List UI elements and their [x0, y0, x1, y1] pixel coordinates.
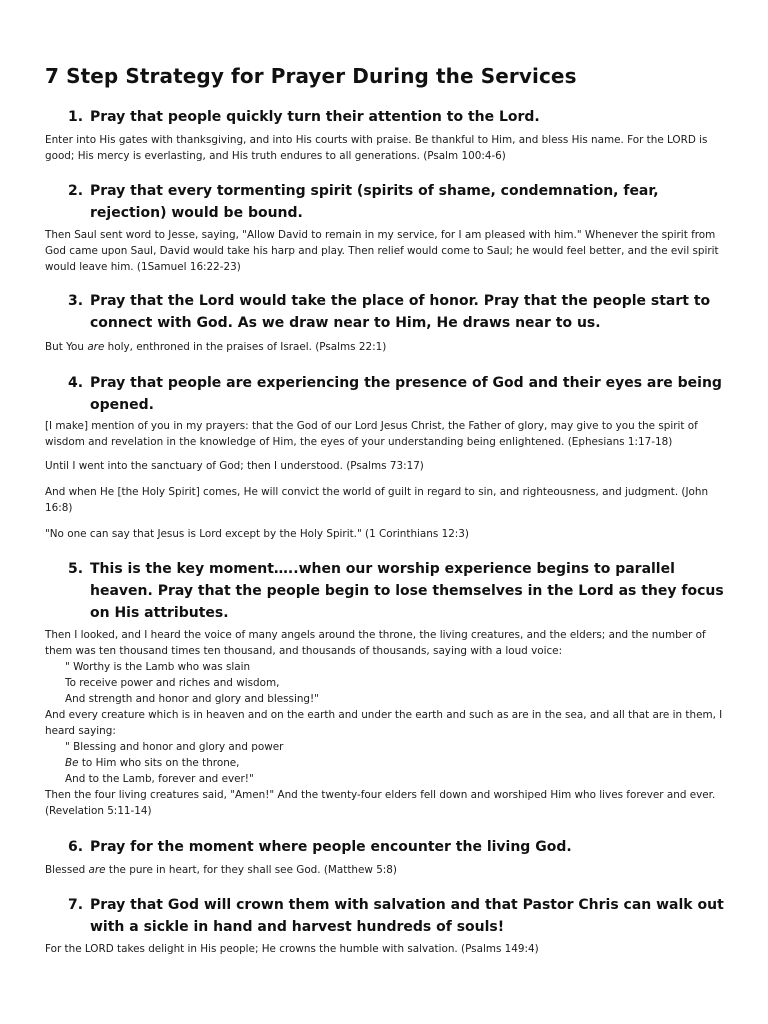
step-text: Pray that the Lord would take the place of honor. Pray that the people start to connect with God. As we draw near to Him, He draws near to us.: [90, 293, 711, 331]
hymn-line: " Worthy is the Lamb who was slain: [65, 661, 251, 673]
hymn-line: [45, 739, 725, 755]
scripture-paragraph: Until I went into the sanctuary of God; then I understood. (Psalms 73:17): [45, 460, 424, 472]
step-5-heading: [68, 558, 736, 624]
scripture-paragraph: And when He [the Holy Spirit] comes, He will convict the world of guilt in regard to sin, and righteousness, and judgment. (John 16:8): [45, 486, 709, 514]
step-1-heading: [68, 106, 736, 128]
step-number: 1.: [68, 109, 84, 125]
verse-text: " Blessing and honor and glory and power: [65, 741, 284, 753]
step-number: 4.: [68, 375, 84, 391]
scripture-paragraph: Enter into His gates with thanksgiving, and into His courts with praise. Be thankful to Him, and bless His name. For the LORD is good; His mercy is everlasting, and His truth endures to all generations. (Psalm 100:4-6): [45, 134, 708, 162]
step-7-heading: [68, 894, 736, 938]
hymn-line: And strength and honor and glory and blessing!": [65, 693, 319, 705]
step-2-heading: [68, 180, 736, 224]
scripture-paragraph: "No one can say that Jesus is Lord except by the Holy Spirit." (1 Corinthians 12:3): [45, 528, 469, 540]
step-text: Pray that people quickly turn their attention to the Lord.: [90, 109, 540, 125]
scripture-paragraph: [I make] mention of you in my prayers: that the God of our Lord Jesus Christ, the Father of glory, may give to you the spirit of wisdom and revelation in the knowledge of Him, the eyes of your understanding being enlightened. (Ephesians 1:17-18): [45, 420, 698, 448]
verse-italic: Be: [65, 757, 79, 769]
scripture-passage: [45, 627, 725, 819]
step-number: 5.: [68, 561, 84, 577]
verse-text: the pure in heart, for they shall see God. (Matthew 5:8): [105, 864, 397, 876]
verse-italic: are: [88, 864, 106, 876]
verse-text: Blessed: [45, 864, 89, 876]
step-text: Pray that every tormenting spirit (spirits of shame, condemnation, fear, rejection) would be bound.: [90, 183, 659, 221]
verse-intro: Then I looked, and I heard the voice of many angels around the throne, the living creatures, and the elders; and the number of them was ten thousand times ten thousand, and thousands of thousands, saying with a loud voice:: [45, 629, 706, 657]
step-text: Pray that God will crown them with salvation and that Pastor Chris can walk out with a sickle in hand and harvest hundreds of souls!: [90, 897, 724, 935]
step-number: 2.: [68, 183, 84, 199]
verse-text: And to the Lamb, forever and ever!": [65, 773, 254, 785]
hymn-line: To receive power and riches and wisdom,: [65, 677, 280, 689]
step-number: 7.: [68, 897, 84, 913]
scripture-paragraph: Then Saul sent word to Jesse, saying, "Allow David to remain in my service, for I am pleased with him." Whenever the spirit from God came upon Saul, David would take his harp and play. Then relief would come to Saul; he would feel better, and the evil spirit would leave him. (1Samuel 16:22-23): [45, 229, 719, 273]
hymn-line: [45, 771, 725, 787]
verse-text: But You: [45, 341, 88, 353]
verse-italic: are: [87, 341, 105, 353]
verse-outro: Then the four living creatures said, "Amen!" And the twenty-four elders fell down and worshiped Him who lives forever and ever. (Revelation 5:11-14): [45, 789, 716, 817]
verse-text: holy, enthroned in the praises of Israel. (Psalms 22:1): [104, 341, 387, 353]
verse-middle: And every creature which is in heaven and on the earth and under the earth and such as are in the sea, and all that are in them, I heard saying:: [45, 709, 723, 737]
step-text: This is the key moment…..when our worship experience begins to parallel heaven. Pray that the people begin to lose themselves in the Lord as they focus on His attributes.: [90, 561, 724, 621]
step-6-heading: [68, 836, 736, 858]
step-text: Pray that people are experiencing the presence of God and their eyes are being opened.: [90, 375, 722, 413]
scripture-paragraph: For the LORD takes delight in His people; He crowns the humble with salvation. (Psalms 149:4): [45, 943, 539, 955]
page-title: 7 Step Strategy for Prayer During the Services: [45, 64, 577, 88]
scripture-paragraph: [45, 862, 725, 878]
hymn-line: [45, 755, 725, 771]
step-number: 6.: [68, 839, 84, 855]
step-text: Pray for the moment where people encounter the living God.: [90, 839, 572, 855]
verse-text: to Him who sits on the throne,: [78, 757, 240, 769]
step-3-heading: [68, 290, 736, 334]
scripture-paragraph: [45, 339, 725, 355]
step-number: 3.: [68, 293, 84, 309]
step-4-heading: [68, 372, 736, 416]
